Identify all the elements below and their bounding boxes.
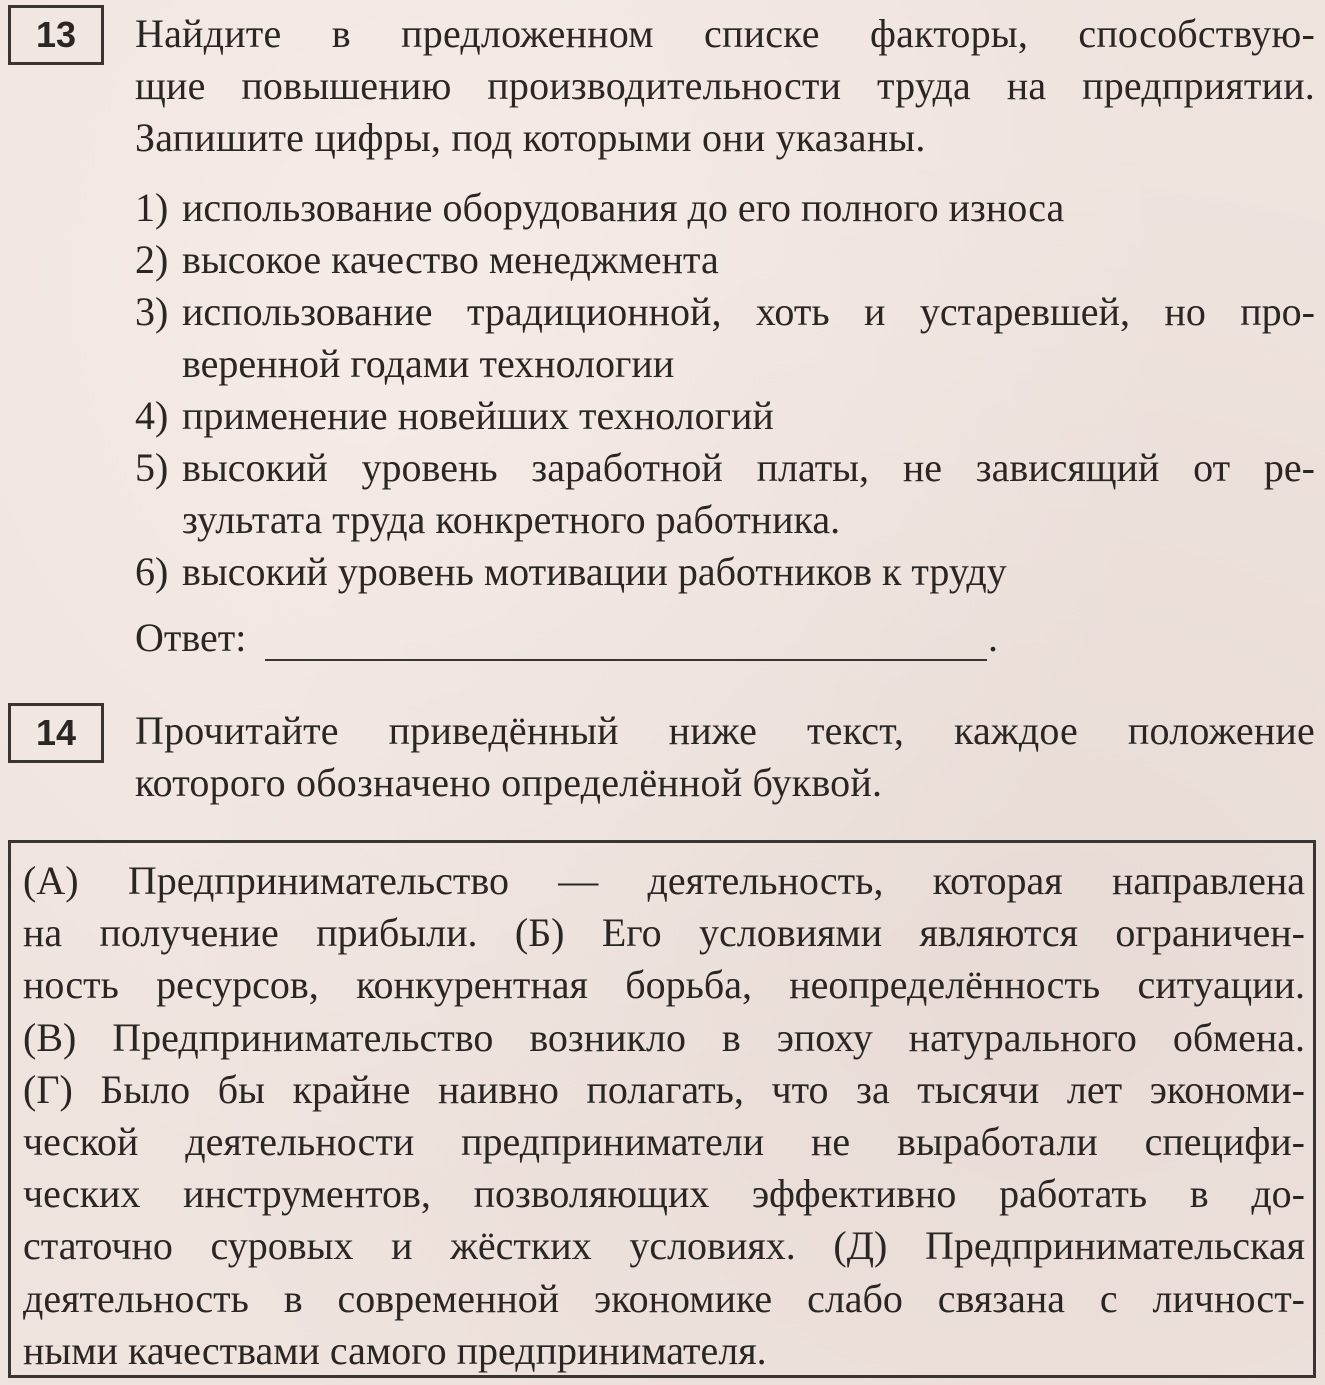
option-1	[135, 182, 1315, 234]
task-14-question-line: которого обозначено определённой буквой.	[135, 760, 883, 805]
answer-period: .	[988, 615, 998, 660]
task-13-number: 13	[35, 14, 77, 55]
option-text: использование традиционной, хоть и устаревшей, но про-	[182, 289, 1315, 334]
passage-line: статочно суровых и жёстких условиях. (Д) Предпринимательская	[23, 1223, 1305, 1269]
task-13-number-box	[8, 5, 104, 65]
option-text: веренной годами технологии	[182, 341, 675, 386]
passage-line: на получение прибыли. (Б) Его условиями являются ограничен-	[23, 910, 1305, 956]
passage-line: (В) Предпринимательство возникло в эпоху натурального обмена.	[23, 1014, 1305, 1060]
option-2	[135, 234, 1315, 286]
option-4	[135, 390, 1315, 442]
option-number: 3)	[135, 289, 169, 334]
option-number: 6)	[135, 549, 169, 594]
passage-line: деятельность в современной экономике слабо связана с личност-	[23, 1275, 1305, 1321]
task-14-question	[135, 705, 1315, 809]
option-text: высокий уровень мотивации работников к труду	[182, 549, 1007, 594]
option-6	[135, 546, 1315, 598]
task-14-question-line: Прочитайте приведённый ниже текст, каждое положение	[135, 708, 1315, 753]
option-3	[135, 286, 1315, 390]
option-text: использование оборудования до его полного износа	[182, 185, 1065, 230]
passage-line: (А) Предпринимательство — деятельность, которая направлена	[23, 858, 1305, 903]
task-13-question-line: щие повышению производительности труда на предприятии.	[135, 63, 1315, 108]
option-5	[135, 442, 1315, 546]
passage-line: ческой деятельности предприниматели не выработали специфи-	[23, 1119, 1305, 1165]
passage-line: ными качествами самого предпринимателя.	[23, 1327, 767, 1373]
task-13-question-line: Запишите цифры, под которыми они указаны.	[135, 115, 926, 160]
task-14-number-box	[8, 703, 104, 763]
task-13-options-list	[135, 182, 1315, 598]
answer-field-line[interactable]	[265, 659, 987, 661]
option-text: высокое качество менеджмента	[182, 237, 719, 282]
option-text: применение новейших технологий	[182, 393, 774, 438]
option-number: 4)	[135, 393, 169, 438]
passage-line: ность ресурсов, конкурентная борьба, неопределённость ситуации.	[23, 962, 1305, 1008]
passage-line: (Г) Было бы крайне наивно полагать, что за тысячи лет экономи-	[23, 1066, 1305, 1112]
answer-label: Ответ:	[135, 615, 247, 660]
task-14-number: 14	[35, 712, 77, 753]
task-13-question-line: Найдите в предложенном списке факторы, способствую-	[135, 11, 1315, 56]
option-text: высокий уровень заработной платы, не зависящий от ре-	[182, 445, 1315, 490]
option-number: 2)	[135, 237, 169, 282]
passage-text	[23, 855, 1305, 1377]
task-14-passage-box	[8, 840, 1316, 1378]
option-number: 1)	[135, 185, 169, 230]
passage-line: ческих инструментов, позволяющих эффективно работать в до-	[23, 1171, 1305, 1217]
option-number: 5)	[135, 445, 169, 490]
option-text: зультата труда конкретного работника.	[182, 497, 841, 542]
task-13-question	[135, 8, 1315, 164]
